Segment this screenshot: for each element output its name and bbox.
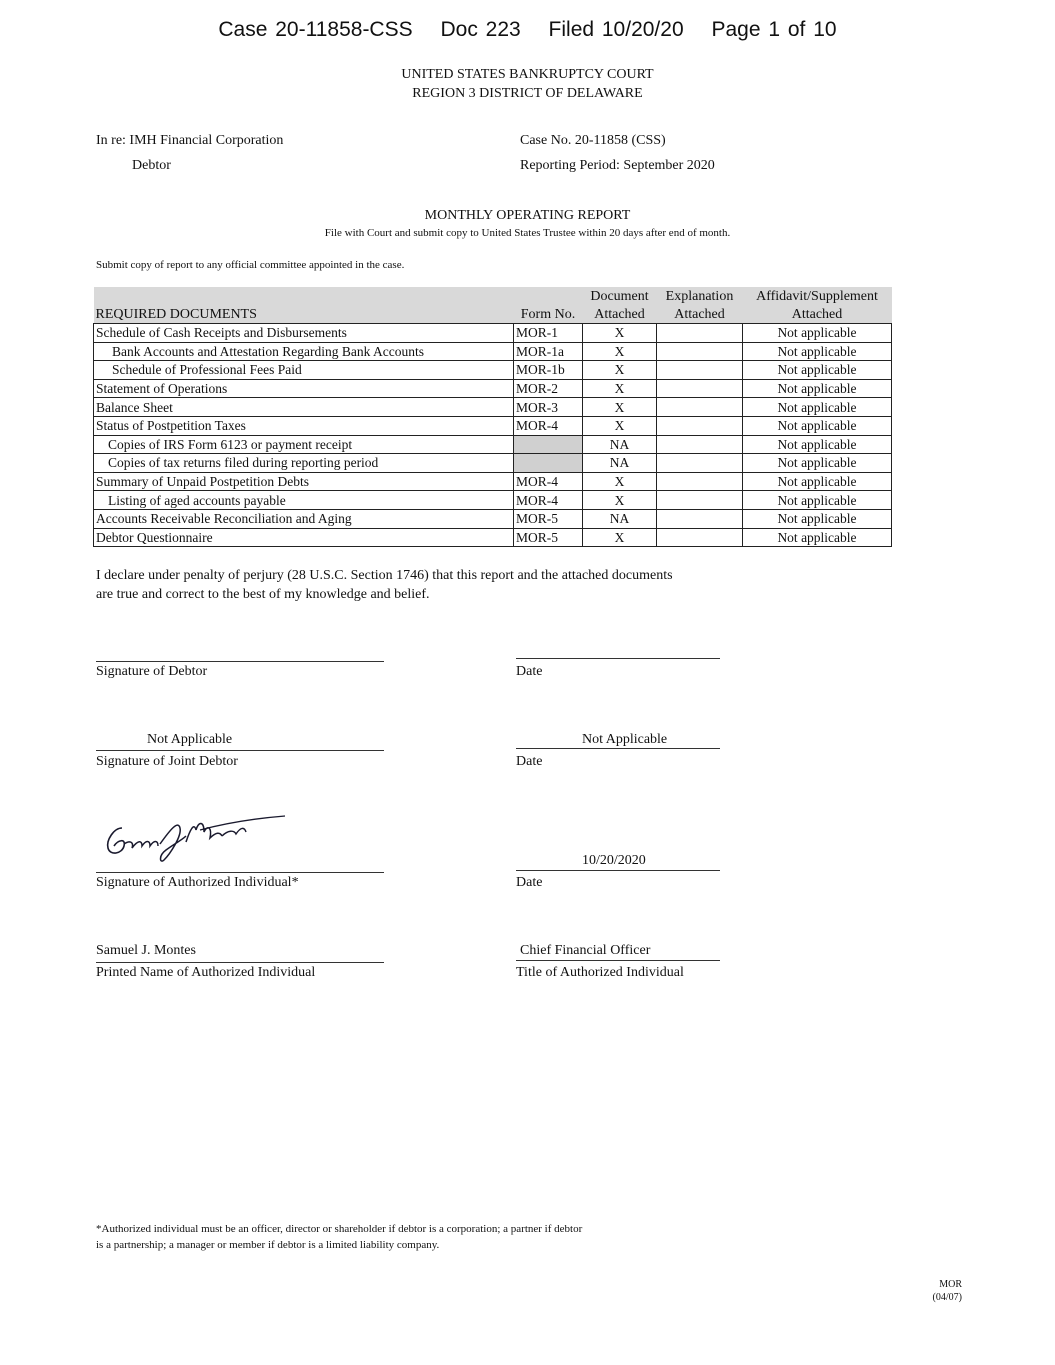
debtor-date-label: Date: [516, 664, 543, 679]
table-header-row-bottom: [94, 305, 892, 324]
explanation-attached: [657, 509, 743, 528]
table-header-row-top: [94, 287, 892, 305]
table-row: [94, 454, 892, 473]
filed-date-stamp: Filed 10/20/20: [548, 18, 684, 41]
page-number-stamp: Page 1 of 10: [711, 18, 837, 41]
debtor-signature-line: [96, 661, 384, 662]
doc-number-stamp: Doc 223: [440, 18, 521, 41]
doc-attached: X: [583, 472, 657, 491]
table-row: [94, 435, 892, 454]
doc-name: Statement of Operations: [94, 379, 514, 398]
affidavit-attached: Not applicable: [743, 324, 892, 343]
affidavit-attached: Not applicable: [743, 435, 892, 454]
in-re-line: In re: IMH Financial Corporation: [96, 133, 284, 148]
footnote-line-2: is a partnership; a manager or member if debtor is a limited liability company.: [96, 1239, 440, 1251]
title-label: Title of Authorized Individual: [516, 965, 684, 980]
doc-attached: X: [583, 342, 657, 361]
joint-date-label: Date: [516, 754, 543, 769]
doc-attached: X: [583, 361, 657, 380]
title-value: Chief Financial Officer: [520, 943, 651, 958]
form-code: MOR: [939, 1279, 962, 1290]
doc-name: Schedule of Professional Fees Paid: [94, 361, 514, 380]
table-row: [94, 342, 892, 361]
explanation-attached: [657, 342, 743, 361]
form-no: MOR-2: [514, 379, 583, 398]
filing-header: [0, 18, 1055, 42]
table-row: [94, 491, 892, 510]
table-row: [94, 472, 892, 491]
header-affidavit-attached: Attached: [743, 305, 892, 324]
affidavit-attached: Not applicable: [743, 342, 892, 361]
case-number-stamp: Case 20-11858-CSS: [218, 18, 413, 41]
table-row: [94, 324, 892, 343]
authorized-date-label: Date: [516, 875, 543, 890]
explanation-attached: [657, 416, 743, 435]
printed-name-value: Samuel J. Montes: [96, 943, 196, 958]
doc-name: Schedule of Cash Receipts and Disbursements: [94, 324, 514, 343]
affidavit-attached: Not applicable: [743, 491, 892, 510]
form-no: [514, 435, 583, 454]
affidavit-attached: Not applicable: [743, 361, 892, 380]
explanation-attached: [657, 472, 743, 491]
debtor-date-line: [516, 658, 720, 659]
table-row: [94, 379, 892, 398]
table-row: [94, 361, 892, 380]
doc-name: Status of Postpetition Taxes: [94, 416, 514, 435]
form-no: [514, 454, 583, 473]
affidavit-attached: Not applicable: [743, 416, 892, 435]
affidavit-attached: Not applicable: [743, 509, 892, 528]
handwritten-signature: [100, 810, 290, 870]
header-affidavit: Affidavit/Supplement: [743, 287, 892, 305]
report-title: MONTHLY OPERATING REPORT: [424, 208, 631, 223]
explanation-attached: [657, 379, 743, 398]
doc-attached: X: [583, 324, 657, 343]
explanation-attached: [657, 435, 743, 454]
form-no: MOR-5: [514, 509, 583, 528]
table-row: [94, 416, 892, 435]
joint-date-line: [516, 748, 720, 749]
form-revision: (04/07): [932, 1292, 962, 1303]
doc-attached: X: [583, 398, 657, 417]
doc-attached: X: [583, 491, 657, 510]
affidavit-attached: Not applicable: [743, 472, 892, 491]
affidavit-attached: Not applicable: [743, 379, 892, 398]
authorized-date-line: [516, 870, 720, 871]
doc-attached: X: [583, 528, 657, 547]
court-name: UNITED STATES BANKRUPTCY COURT: [401, 67, 654, 82]
committee-note: Submit copy of report to any official committee appointed in the case.: [96, 259, 405, 271]
joint-date-value: Not Applicable: [582, 732, 668, 747]
header-required-documents: REQUIRED DOCUMENTS: [94, 305, 514, 324]
authorized-date-value: 10/20/2020: [582, 853, 646, 868]
affidavit-attached: Not applicable: [743, 454, 892, 473]
header-explanation-attached: Attached: [657, 305, 743, 324]
declaration-line-1: I declare under penalty of perjury (28 U.S.C. Section 1746) that this report and the attached documents: [96, 568, 673, 583]
title-line: [516, 960, 720, 961]
joint-signature-line: [96, 750, 384, 751]
form-no: MOR-5: [514, 528, 583, 547]
footnote-line-1: *Authorized individual must be an officer, director or shareholder if debtor is a corporation; a partner if debtor: [96, 1223, 583, 1235]
doc-name: Balance Sheet: [94, 398, 514, 417]
authorized-signature-line: [96, 872, 384, 873]
joint-debtor-value: Not Applicable: [147, 732, 233, 747]
doc-attached: NA: [583, 435, 657, 454]
header-form-no: Form No.: [514, 305, 583, 324]
form-no: MOR-4: [514, 472, 583, 491]
header-explanation: Explanation: [657, 287, 743, 305]
doc-attached: NA: [583, 454, 657, 473]
case-no: Case No. 20-11858 (CSS): [520, 133, 666, 148]
form-no: MOR-1: [514, 324, 583, 343]
explanation-attached: [657, 528, 743, 547]
explanation-attached: [657, 491, 743, 510]
explanation-attached: [657, 398, 743, 417]
printed-name-label: Printed Name of Authorized Individual: [96, 965, 316, 980]
form-no: MOR-1b: [514, 361, 583, 380]
doc-attached: X: [583, 416, 657, 435]
explanation-attached: [657, 324, 743, 343]
form-no: MOR-3: [514, 398, 583, 417]
doc-name: Copies of IRS Form 6123 or payment receipt: [94, 435, 514, 454]
report-instruction: File with Court and submit copy to United States Trustee within 20 days after end of month.: [324, 227, 731, 239]
required-documents-table: [93, 287, 892, 547]
form-no: MOR-4: [514, 416, 583, 435]
form-no: MOR-1a: [514, 342, 583, 361]
printed-name-line: [96, 962, 384, 963]
table-row: [94, 528, 892, 547]
doc-name: Summary of Unpaid Postpetition Debts: [94, 472, 514, 491]
form-no: MOR-4: [514, 491, 583, 510]
doc-name: Bank Accounts and Attestation Regarding Bank Accounts: [94, 342, 514, 361]
declaration-line-2: are true and correct to the best of my knowledge and belief.: [96, 587, 430, 602]
affidavit-attached: Not applicable: [743, 398, 892, 417]
court-region: REGION 3 DISTRICT OF DELAWARE: [412, 86, 643, 101]
doc-name: Debtor Questionnaire: [94, 528, 514, 547]
header-document-attached: Attached: [583, 305, 657, 324]
debtor-signature-label: Signature of Debtor: [96, 664, 208, 679]
doc-name: Copies of tax returns filed during reporting period: [94, 454, 514, 473]
doc-name: Listing of aged accounts payable: [94, 491, 514, 510]
table-row: [94, 509, 892, 528]
explanation-attached: [657, 361, 743, 380]
table-row: [94, 398, 892, 417]
doc-attached: X: [583, 379, 657, 398]
authorized-signature-label: Signature of Authorized Individual*: [96, 875, 299, 890]
doc-name: Accounts Receivable Reconciliation and Aging: [94, 509, 514, 528]
header-document: Document: [583, 287, 657, 305]
explanation-attached: [657, 454, 743, 473]
doc-attached: NA: [583, 509, 657, 528]
reporting-period: Reporting Period: September 2020: [520, 158, 715, 173]
joint-signature-label: Signature of Joint Debtor: [96, 754, 238, 769]
debtor-label: Debtor: [132, 158, 171, 173]
affidavit-attached: Not applicable: [743, 528, 892, 547]
